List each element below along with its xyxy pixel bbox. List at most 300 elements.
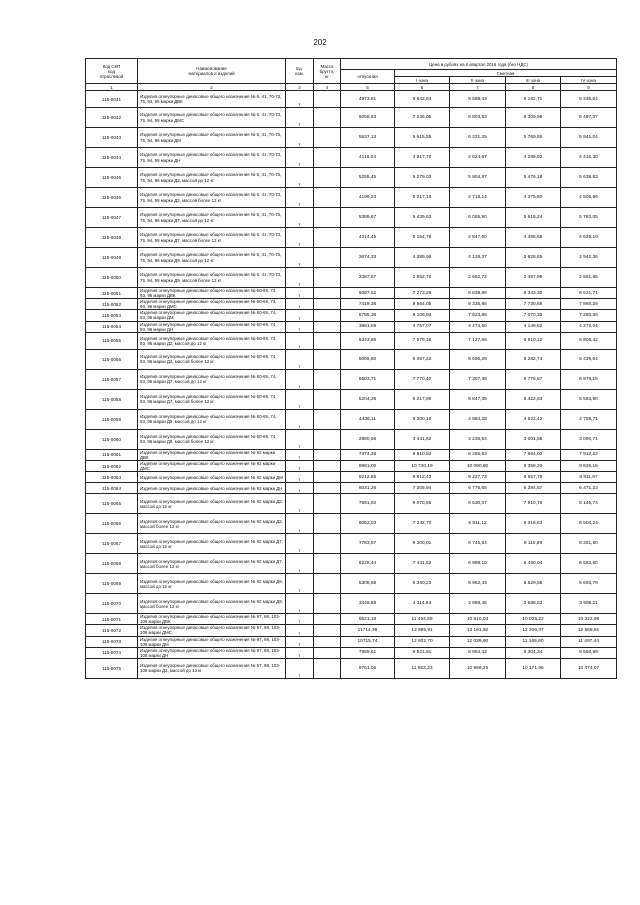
row-release-price: 4436,11 [341,409,395,429]
row-zone-4-price: 3 090,71 [561,429,617,449]
row-mass [314,658,341,678]
row-unit: т [286,349,314,369]
row-unit: т [286,534,314,554]
table-row [86,449,617,460]
table-row [86,614,617,625]
row-zone-3-price: 5 422,83 [506,389,561,409]
row-zone-3-price: 5 182,71 [506,91,561,108]
row-mass [314,91,341,108]
row-name: Изделия огнеупорные динасовые общего назначения № 97, 98, 103-109 марки ДМ [138,636,286,647]
row-name: Изделия огнеупорные динасовые общего назначения № 60-69, 74, 93, 96 марки Д9, массой более 12 кг [138,429,286,449]
price-table [85,58,617,679]
row-name: Изделия огнеупорные динасовые общего назначения № 92 марки Д9, массой более 12 кг [138,594,286,614]
table-row [86,332,617,349]
row-zone-2-price: 5 962,43 [450,574,506,594]
table-row [86,483,617,494]
row-code: 115-0044 [86,148,138,168]
row-zone-3-price: 6 490,04 [506,554,561,574]
table-row [86,168,617,188]
table-row [86,460,617,471]
row-zone-3-price: 7 070,35 [506,310,561,321]
row-zone-2-price: 4 624,67 [450,148,506,168]
row-zone-2-price: 10 090,80 [450,460,506,471]
table-row [86,208,617,228]
row-zone-4-price: 7 960,29 [561,299,617,310]
row-release-price: 8212,85 [341,472,395,483]
row-zone-4-price: 8 811,97 [561,472,617,483]
row-zone-4-price: 3 942,36 [561,248,617,268]
row-mass [314,228,341,248]
row-zone-2-price: 7 127,56 [450,332,506,349]
row-code: 115-0061 [86,449,138,460]
row-release-price: 5204,26 [341,389,395,409]
row-zone-2-price: 10 810,03 [450,614,506,625]
row-unit: т [286,369,314,389]
header-mass: Масса брутто, кг [314,59,341,84]
row-mass [314,614,341,625]
row-zone-4-price: 8 145,74 [561,494,617,514]
row-unit: т [286,389,314,409]
header-estimated: Сметная [395,70,617,77]
table-row [86,514,617,534]
row-zone-1-price: 3 441,62 [395,429,450,449]
row-release-price: 6031,26 [341,483,395,494]
row-release-price: 6228,44 [341,554,395,574]
row-zone-4-price: 6 497,37 [561,108,617,128]
row-zone-2-price: 13 161,92 [450,625,506,636]
row-zone-2-price: 5 847,35 [450,389,506,409]
row-mass [314,321,341,332]
row-mass [314,332,341,349]
row-unit: т [286,514,314,534]
page-number: 202 [313,38,327,47]
row-mass [314,449,341,460]
row-zone-1-price: 4 917,70 [395,148,450,168]
row-unit: т [286,168,314,188]
row-zone-4-price: 3 695,11 [561,594,617,614]
row-mass [314,429,341,449]
row-release-price: 7591,92 [341,494,395,514]
row-mass [314,288,341,299]
row-zone-3-price: 3 588,53 [506,594,561,614]
row-zone-1-price: 6 439,63 [395,208,450,228]
table-row [86,108,617,128]
row-mass [314,389,341,409]
row-zone-2-price: 6 055,90 [450,208,506,228]
row-mass [314,409,341,429]
row-code: 115-0056 [86,349,138,369]
row-zone-2-price: 7 623,86 [450,310,506,321]
row-mass [314,460,341,471]
row-zone-1-price: 2 852,70 [395,268,450,288]
row-code: 115-0054 [86,321,138,332]
row-zone-1-price: 7 579,16 [395,332,450,349]
row-zone-3-price: 7 910,78 [506,494,561,514]
row-zone-4-price: 10 322,98 [561,614,617,625]
table-row [86,299,617,310]
row-zone-4-price: 12 568,91 [561,625,617,636]
row-zone-1-price: 7 770,40 [395,369,450,389]
row-unit: т [286,658,314,678]
row-unit: т [286,614,314,625]
row-name: Изделия огнеупорные динасовые общего назначения № 92 марки Д2, массой до 12 кг [138,494,286,514]
row-name: Изделия огнеупорные динасовые общего назначения № 6, 41, 70-73, 75, 94, 95 марки ДН [138,148,286,168]
row-mass [314,310,341,321]
row-name: Изделия огнеупорные динасовые общего назначения № 6, 41, 70-73, 75, 94, 95 марки Д9, массой до 12 кг [138,248,286,268]
row-unit: т [286,208,314,228]
column-index: 5 [341,84,395,91]
row-release-price: 10715,74 [341,636,395,647]
row-zone-3-price: 8 110,89 [506,534,561,554]
row-name: Изделия огнеупорные динасовые общего назначения № 97, 98, 103-109 марки Д2, массой до 12 кг [138,658,286,678]
row-zone-2-price: 3 869,45 [450,594,506,614]
table-row [86,128,617,148]
row-code: 115-0041 [86,91,138,108]
row-release-price: 4116,04 [341,148,395,168]
header-zone-2: II зона [450,77,506,84]
row-zone-4-price: 2 561,85 [561,268,617,288]
row-zone-2-price: 2 682,72 [450,268,506,288]
row-mass [314,554,341,574]
row-unit: т [286,299,314,310]
column-index-row [86,84,617,91]
table-row [86,349,617,369]
row-zone-2-price: 6 998,10 [450,554,506,574]
row-unit: т [286,494,314,514]
row-zone-1-price: 5 017,10 [395,188,450,208]
table-row [86,91,617,108]
row-zone-1-price: 6 340,23 [395,574,450,594]
row-zone-2-price: 8 285,53 [450,449,506,460]
row-code: 115-0043 [86,128,138,148]
row-code: 115-0042 [86,108,138,128]
row-zone-1-price: 6 217,86 [395,389,450,409]
row-name: Изделия огнеупорные динасовые общего назначения № 92 марки ДВК [138,449,286,460]
row-zone-2-price: 3 236,54 [450,429,506,449]
row-zone-1-price: 10 730,19 [395,460,450,471]
row-zone-2-price: 4 847,60 [450,228,506,248]
row-unit: т [286,574,314,594]
row-release-price: 6087,62 [341,288,395,299]
row-zone-3-price: 10 171,96 [506,658,561,678]
row-unit: т [286,288,314,299]
row-zone-4-price: 6 682,80 [561,554,617,574]
row-release-price: 5069,80 [341,349,395,369]
row-release-price: 5255,45 [341,168,395,188]
table-row [86,472,617,483]
row-zone-2-price: 4 128,37 [450,248,506,268]
row-release-price: 3445,88 [341,594,395,614]
row-zone-4-price: 6 471,23 [561,483,617,494]
table-header [86,59,617,91]
row-zone-3-price: 8 304,34 [506,647,561,658]
row-unit: т [286,449,314,460]
row-release-price: 2387,67 [341,268,395,288]
row-release-price: 8981,00 [341,460,395,471]
row-zone-3-price: 4 375,60 [506,188,561,208]
row-zone-4-price: 6 531,71 [561,288,617,299]
row-zone-4-price: 8 351,80 [561,534,617,554]
row-code: 115-0051 [86,288,138,299]
row-code: 115-0071 [86,614,138,625]
row-zone-1-price: 4 757,07 [395,321,450,332]
row-zone-4-price: 4 629,19 [561,228,617,248]
row-zone-2-price: 8 745,84 [450,534,506,554]
row-zone-3-price: 6 316,63 [506,514,561,534]
row-release-price: 4973.81 [341,91,395,108]
header-price-group: Цена в рублях на II квартал 2016 года (без НДС) [341,59,617,70]
row-code: 115-0072 [86,625,138,636]
row-zone-3-price: 4 148,82 [506,321,561,332]
row-name: Изделия огнеупорные динасовые общего назначения № 6, 41, 70-73, 75, 94, 95 марки ДМ [138,128,286,148]
row-mass [314,534,341,554]
row-code: 115-0060 [86,429,138,449]
row-code: 115-0046 [86,188,138,208]
row-zone-1-price: 9 812,43 [395,472,450,483]
table-row [86,594,617,614]
row-zone-3-price: 11 165,80 [506,636,561,647]
row-code: 115-0047 [86,208,138,228]
row-mass [314,299,341,310]
column-index: 6 [395,84,450,91]
row-release-price: 5389,67 [341,208,395,228]
row-name: Изделия огнеупорные динасовые общего назначения № 97, 98, 103-109 марки ДВК [138,614,286,625]
row-zone-4-price: 4 505,56 [561,188,617,208]
header-name: Наименование материалов и изделий [138,59,286,84]
row-zone-3-price: 3 828,65 [506,248,561,268]
row-zone-4-price: 4 272,04 [561,321,617,332]
row-unit: т [286,108,314,128]
row-zone-3-price: 4 622,42 [506,409,561,429]
row-name: Изделия огнеупорные динасовые общего назначения № 92 марки Д2, массой более 12 кг [138,514,286,534]
row-unit: т [286,321,314,332]
row-code: 115-0048 [86,228,138,248]
row-name: Изделия огнеупорные динасовые общего назначения № 6, 41, 70-73, 75, 94, 95 марки Д9, массой более 12 кг [138,268,286,288]
table-row [86,429,617,449]
row-release-price: 6062,03 [341,514,395,534]
row-mass [314,168,341,188]
row-code: 115-0064 [86,483,138,494]
row-zone-4-price: 5 783,05 [561,208,617,228]
row-zone-1-price: 11 494,69 [395,614,450,625]
row-zone-1-price: 7 205,94 [395,483,450,494]
row-unit: т [286,332,314,349]
table-row [86,574,617,594]
row-name: Изделия огнеупорные динасовые общего назначения № 60-69, 74, 93, 96 марки Д7, массой более 12 кг [138,389,286,409]
row-zone-1-price: 8 810,53 [395,449,450,460]
row-unit: т [286,483,314,494]
row-code: 115-0062 [86,460,138,471]
row-zone-3-price: 6 776,87 [506,369,561,389]
row-zone-1-price: 9 521,81 [395,647,450,658]
row-name: Изделия огнеупорные динасовые общего назначения № 92 марки Д7, массой более 12 кг [138,554,286,574]
row-release-price: 3981,59 [341,321,395,332]
row-zone-1-price: 5 154,78 [395,228,450,248]
row-unit: т [286,472,314,483]
row-zone-1-price: 9 300,01 [395,534,450,554]
row-unit: т [286,647,314,658]
row-name: Изделия огнеупорные динасовые общего назначения № 6, 41, 70-73, 75, 94, 95 марки Д2, массой более 12 кг [138,188,286,208]
row-zone-4-price: 5 439,64 [561,349,617,369]
row-zone-4-price: 7 912,22 [561,449,617,460]
row-zone-2-price: 9 227,73 [450,472,506,483]
row-zone-2-price: 8 335,86 [450,299,506,310]
row-release-price: 4199,23 [341,188,395,208]
row-mass [314,128,341,148]
row-release-price: 6343,86 [341,332,395,349]
row-code: 115-0059 [86,409,138,429]
table-row [86,409,617,429]
row-zone-2-price: 6 811,12 [450,514,506,534]
row-zone-1-price: 6 615,55 [395,128,450,148]
column-index: 7 [450,84,506,91]
row-code: 115-0075 [86,658,138,678]
row-zone-2-price: 5 696,29 [450,349,506,369]
row-zone-4-price: 4 416,30 [561,148,617,168]
table-row [86,658,617,678]
row-code: 115-0068 [86,554,138,574]
row-zone-4-price: 8 550,99 [561,647,617,658]
column-index: 3 [286,84,314,91]
row-mass [314,483,341,494]
row-zone-1-price: 7 273,26 [395,288,450,299]
row-mass [314,472,341,483]
row-zone-3-price: 8 557,79 [506,472,561,483]
table-row [86,389,617,409]
row-zone-4-price: 5 638,83 [561,168,617,188]
row-code: 115-0055 [86,332,138,349]
row-unit: т [286,625,314,636]
column-index: 9 [561,84,617,91]
row-name: Изделия огнеупорные динасовые общего назначения № 6, 41, 70-73, 75, 94, 95 марки ДВК [138,91,286,108]
row-zone-1-price: 12 802,70 [395,636,450,647]
row-unit: т [286,460,314,471]
table-row [86,288,617,299]
row-release-price: 9621,19 [341,614,395,625]
row-zone-2-price: 6 221,25 [450,128,506,148]
row-name: Изделия огнеупорные динасовые общего назначения № 6, 41, 70-73, 75, 94, 95 марки Д7, массой более 12 кг [138,228,286,248]
row-zone-2-price: 4 984,28 [450,409,506,429]
row-unit: т [286,409,314,429]
table-row [86,310,617,321]
row-zone-4-price: 7 280,36 [561,310,617,321]
row-zone-3-price: 2 487,95 [506,268,561,288]
row-zone-2-price: 6 839,86 [450,288,506,299]
row-zone-3-price: 6 309,96 [506,108,561,128]
row-zone-3-price: 4 288,92 [506,148,561,168]
row-zone-2-price: 8 954,43 [450,647,506,658]
row-name: Изделия огнеупорные динасовые общего назначения № 60-69, 74, 93, 96 марки Д9, массой до 12 кг [138,409,286,429]
row-mass [314,188,341,208]
row-name: Изделия огнеупорные динасовые общего назначения № 60-69, 74, 93, 96 марки ДМ [138,310,286,321]
row-name: Изделия огнеупорные динасовые общего назначения № 97, 98, 103-109 марки ДН [138,647,286,658]
row-unit: т [286,188,314,208]
row-zone-3-price: 4 495,66 [506,228,561,248]
row-mass [314,494,341,514]
row-zone-3-price: 5 616,24 [506,208,561,228]
row-zone-3-price: 9 358,20 [506,460,561,471]
row-code: 115-0065 [86,494,138,514]
row-unit: т [286,594,314,614]
row-mass [314,349,341,369]
row-zone-3-price: 5 769,66 [506,128,561,148]
row-code: 115-0052 [86,299,138,310]
row-name: Изделия огнеупорные динасовые общего назначения № 60-69, 74, 93, 96 марки Д2, массой более 12 кг [138,349,286,369]
row-name: Изделия огнеупорные динасовые общего назначения № 60-69, 74, 93, 96 марки ДН [138,321,286,332]
row-unit: т [286,636,314,647]
row-code: 115-0045 [86,168,138,188]
row-unit: т [286,228,314,248]
row-release-price: 5537,13 [341,128,395,148]
row-code: 115-0069 [86,574,138,594]
row-mass [314,108,341,128]
row-name: Изделия огнеупорные динасовые общего назначения № 6, 41, 70-73, 75, 94, 95 марки Д7, массой до 12 кг [138,208,286,228]
row-release-price: 2880,56 [341,429,395,449]
row-code: 115-0063 [86,472,138,483]
row-name: Изделия огнеупорные динасовые общего назначения № 92 марки ДН [138,483,286,494]
table-row [86,268,617,288]
row-name: Изделия огнеупорные динасовые общего назначения № 92 марки Д7, массой до 12 кг [138,534,286,554]
header-code: Код СКП код отраслевой [86,59,138,84]
row-zone-3-price: 10 025,22 [506,614,561,625]
row-unit: т [286,128,314,148]
row-zone-3-price: 6 343,30 [506,288,561,299]
table-row [86,494,617,514]
row-code: 115-0067 [86,534,138,554]
row-zone-1-price: 8 864,05 [395,299,450,310]
row-mass [314,248,341,268]
table-row [86,188,617,208]
row-zone-4-price: 5 941,04 [561,128,617,148]
row-zone-4-price: 9 636,15 [561,460,617,471]
row-mass [314,208,341,228]
row-release-price: 7783,97 [341,534,395,554]
row-code: 115-0070 [86,594,138,614]
row-zone-1-price: 5 300,10 [395,409,450,429]
header-unit: Ед. изм. [286,59,314,84]
row-zone-3-price: 12 206,37 [506,625,561,636]
row-code: 115-0049 [86,248,138,268]
row-zone-2-price: 12 039,90 [450,636,506,647]
row-zone-3-price: 7 684,00 [506,449,561,460]
row-name: Изделия огнеупорные динасовые общего назначения № 92 марки ДМС [138,460,286,471]
row-zone-4-price: 11 497,44 [561,636,617,647]
table-row [86,228,617,248]
header-zone-1: I зона [395,77,450,84]
row-zone-1-price: 7 441,52 [395,554,450,574]
row-mass [314,268,341,288]
row-name: Изделия огнеупорные динасовые общего назначения № 60-69, 74, 93, 96 марки Д7, массой до 12 кг [138,369,286,389]
row-zone-2-price: 4 473,60 [450,321,506,332]
row-code: 115-0074 [86,647,138,658]
row-zone-4-price: 10 474,07 [561,658,617,678]
header-zone-3: III зона [506,77,561,84]
row-release-price: 5306,68 [341,574,395,594]
row-zone-3-price: 6 284,57 [506,483,561,494]
row-zone-3-price: 3 001,56 [506,429,561,449]
row-mass [314,594,341,614]
row-release-price: 4314,45 [341,228,395,248]
row-zone-1-price: 4 114,63 [395,594,450,614]
row-name: Изделия огнеупорные динасовые общего назначения № 60-69, 74, 93, 96 марки ДВК [138,288,286,299]
column-index: 4 [314,84,341,91]
row-zone-1-price: 7 242,70 [395,514,450,534]
row-zone-2-price: 10 968,25 [450,658,506,678]
table-row [86,636,617,647]
table-row [86,554,617,574]
row-unit: т [286,248,314,268]
header-zone-4: IV зона [561,77,617,84]
